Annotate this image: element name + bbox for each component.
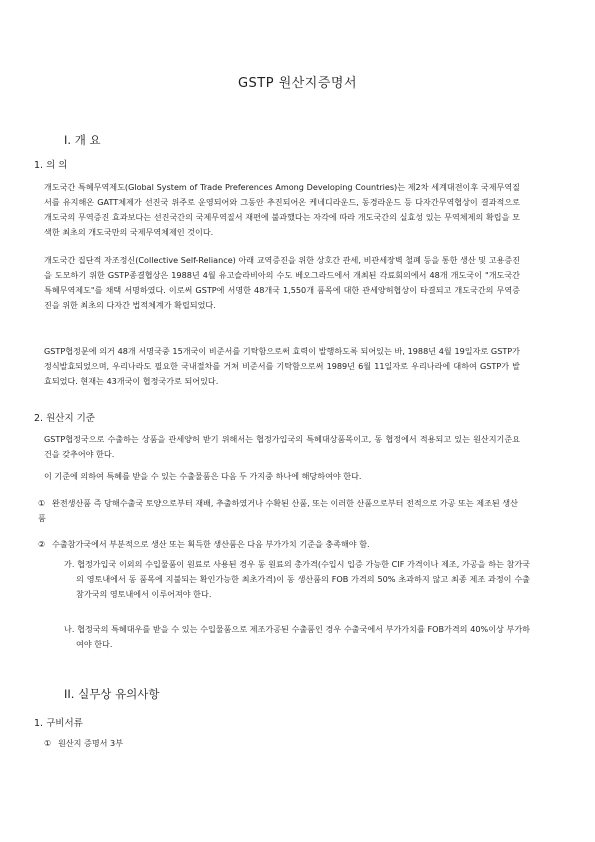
list-item-text: 완전생산품 즉 당해수출국 토양으로부터 재배, 추출하였거나 수확된 산품, 또는 이러한 산품으로부터 전적으로 가공 또는 제조된 생산품	[38, 498, 518, 523]
sub-item-marker: 가.	[64, 559, 75, 569]
section-1-heading: I. 개 요	[64, 133, 101, 147]
list-item-text: 원산지 증명서 3부	[58, 738, 124, 748]
subsection-1-1-heading: 1. 의 의	[34, 160, 68, 171]
sub-item-ga	[64, 557, 530, 602]
paragraph-overview-1: 개도국간 특혜무역제도(Global System of Trade Preferences Among Developing Countries)는 제2차 세계대전이후 국제무역질서를 유지해온 GATT체제가 선진국 위주로 운영되어와 그동안 추진되어온 케네디라운드, 동경라운드 등 다자간무역협상이 결과적으로 개도국의 무역증진 효과보다는 선진국간의 국제무역질서 재편에 불과했다는 자각에 따라 개도국간의 실효성 있는 무역체제의 확립을 모색한 최초의 개도국만의 국제무역체제인 것이다.	[44, 182, 520, 237]
paragraph-origin-1: GSTP협정국으로 수출하는 상품을 관세양허 받기 위해서는 협정가입국의 특혜대상품목이고, 동 협정에서 적용되고 있는 원산지기준요건을 갖추어야 한다.	[44, 434, 520, 459]
list-item-text: 수출참가국에서 부분적으로 생산 또는 획득한 생산품은 다음 부가가치 기준을 충족해야 함.	[52, 539, 370, 549]
sub-item-text: 협정가입국 이외의 수입물품이 원료로 사용된 경우 동 원료의 총가격(수입시 입증 가능한 CIF 가격이나 제조, 가공을 하는 참가국의 영토내에서 동 품목에 지불되는 확인가능한 최초가격)이 동 생산품의 FOB 가격의 50% 초과하지 않고 최종 제조 과정이 수출참가국의 영토내에서 이루어져야 한다.	[76, 559, 530, 599]
list-marker: ②	[38, 539, 46, 549]
paragraph-overview-3: GSTP협정문에 의거 48개 서명국중 15개국이 비준서를 기탁함으로써 효력이 발행하도록 되어있는 바, 1988년 4월 19일자로 GSTP가 정식발효되었으며, 우리나라도 필요한 국내절차를 거쳐 비준서를 기탁함으로써 1989년 6월 11일자로 우리나라에 대하여 GSTP가 발효되었다. 현재는 43개국이 협정국가로 되어있다.	[44, 346, 520, 386]
document-title: GSTP 원산지증명서	[237, 76, 358, 91]
list-item-documents	[44, 736, 524, 751]
sub-item-marker: 나.	[64, 624, 75, 634]
paragraph-origin-2: 이 기준에 의하여 특혜를 받을 수 있는 수출물품은 다음 두 가지중 하나에 해당하여야 한다.	[44, 471, 362, 481]
list-marker: ①	[38, 498, 46, 508]
subsection-2-1-heading: 1. 구비서류	[34, 718, 83, 729]
list-item-wholly-obtained	[38, 496, 518, 525]
subsection-1-2-heading: 2. 원산지 기준	[34, 413, 95, 424]
sub-item-na	[64, 622, 530, 652]
section-2-heading: II. 실무상 유의사항	[64, 687, 160, 701]
sub-item-text: 협정국의 특혜대우를 받을 수 있는 수입물품으로 제조가공된 수출품인 경우 수출국에서 부가가치를 FOB가격의 40%이상 부가하여야 한다.	[76, 624, 530, 649]
paragraph-overview-2: 개도국간 집단적 자조정신(Collective Self-Reliance) 아래 교역증진을 위한 상호간 관세, 비관세장벽 철폐 등을 통한 생산 및 고용증진을 도모하기 위한 GSTP종결협상은 1988년 4월 유고슬라비아의 수도 베오그라드에서 개최된 각료회의에서 48개 개도국이 "개도국간 특혜무역제도"를 채택 서명하였다. 이로써 GSTP에 서명한 48개국 1,550개 품목에 대한 관세양허협상이 타결되고 개도국간의 무역증진을 위한 최초의 다자간 법적체계가 확립되었다.	[44, 255, 520, 310]
list-marker: ①	[44, 738, 52, 748]
list-item-partially-produced	[38, 537, 518, 552]
